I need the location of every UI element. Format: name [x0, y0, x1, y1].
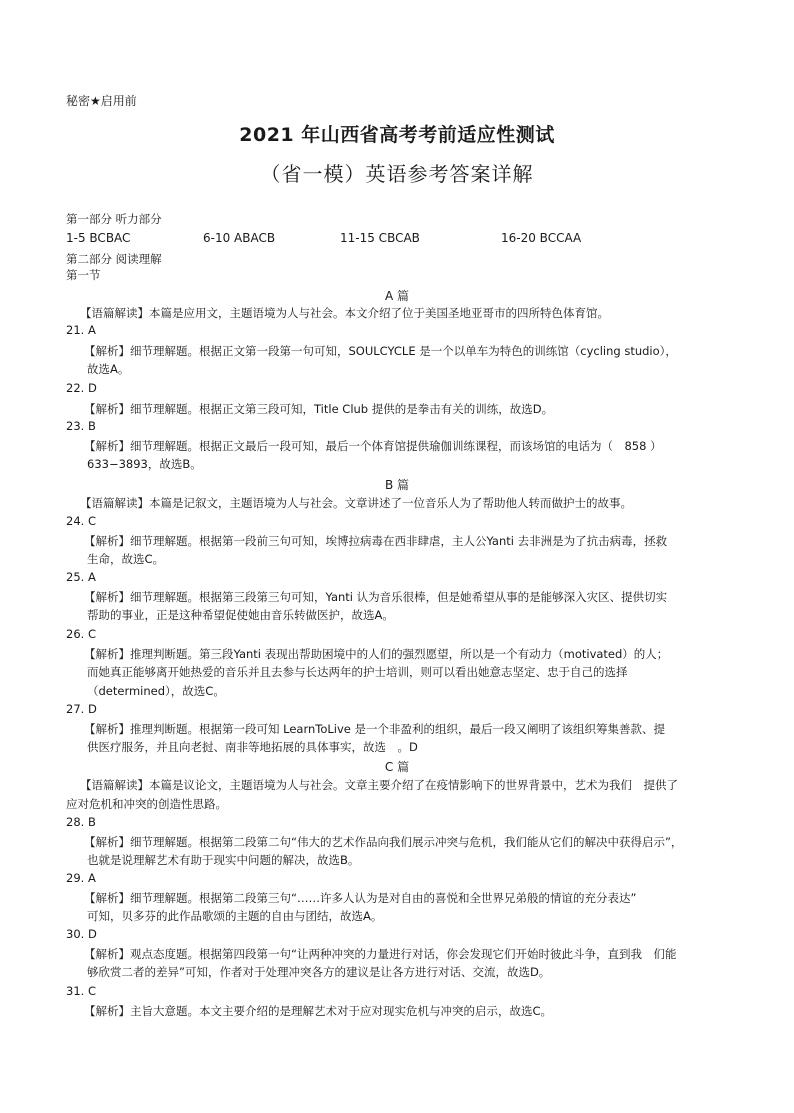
section-heading: 第一节 — [66, 268, 101, 282]
passage-a-intro: 【语篇解读】本篇是应用文，主题语境为人与社会。本文介绍了位于美国圣地亚哥市的四所特色体育馆。 — [80, 306, 609, 320]
question-number: 25. A — [66, 570, 96, 584]
passage-c-intro: 【语篇解读】本篇是议论文，主题语境为人与社会。文章主要介绍了在疫情影响下的世界背景中，艺术为我们 提供了 — [80, 778, 678, 792]
part1-heading: 第一部分 听力部分 — [66, 212, 162, 226]
explanation-line: 【解析】细节理解题。根据正文最后一段可知，最后一个体育馆提供瑜伽训练课程，而该场馆的电话为（ 858 ） — [84, 439, 662, 453]
question-number: 28. B — [66, 815, 96, 829]
explanation-line: 【解析】观点态度题。根据第四段第一句“让两种冲突的力量进行对话，你会发现它们开始时彼此斗争，直到我 们能 — [84, 947, 677, 961]
answer-group: 11-15 CBCAB — [340, 231, 420, 245]
explanation-line: （determined），故选C。 — [87, 684, 225, 698]
explanation-line: 也就是说理解艺术有助于现实中问题的解决，故选B。 — [87, 853, 360, 867]
explanation-line: 【解析】细节理解题。根据第三段第三句可知，Yanti 认为音乐很棒，但是她希望从事的是能够深入灾区、提供切实 — [84, 590, 668, 604]
explanation-line: 【解析】细节理解题。根据正文第三段可知，Title Club 提供的是拳击有关的训练，故选D。 — [84, 402, 554, 416]
explanation-line: 可知，贝多芬的此作品歌颂的主题的自由与团结，故选A。 — [87, 909, 383, 923]
passage-b-label: B 篇 — [384, 478, 410, 492]
explanation-line: 【解析】推理判断题。根据第一段可知 LearnToLive 是一个非盈利的组织，最后一段又阐明了该组织筹集善款、提 — [84, 722, 666, 736]
question-number: 29. A — [66, 871, 96, 885]
question-number: 27. D — [66, 702, 97, 716]
answer-group: 16-20 BCCAA — [501, 231, 582, 245]
explanation-line: 够欣赏二者的差异”可知，作者对于处理冲突各方的建议是让各方进行对话、交流，故选D。 — [87, 965, 551, 979]
question-number: 23. B — [66, 419, 96, 433]
explanation-line: 故选A。 — [87, 362, 130, 376]
document-subtitle: （省一模）英语参考答案详解 — [260, 162, 534, 186]
explanation-line: 而她真正能够离开她热爱的音乐并且去参与长达两年的护士培训，则可以看出她意志坚定、忠于自己的选择 — [87, 665, 628, 679]
passage-b-intro: 【语篇解读】本篇是记叙文，主题语境为人与社会。文章讲述了一位音乐人为了帮助他人转而做护士的故事。 — [80, 496, 632, 510]
passage-a-label: A 篇 — [384, 289, 410, 303]
explanation-line: 633−3893，故选B。 — [87, 457, 202, 471]
passage-c-intro: 应对危机和冲突的创造性思路。 — [66, 797, 227, 811]
answer-group: 6-10 ABACB — [203, 231, 276, 245]
question-number: 30. D — [66, 927, 97, 941]
part2-heading: 第二部分 阅读理解 — [66, 252, 162, 266]
document-title: 2021 年山西省高考考前适应性测试 — [239, 124, 555, 146]
explanation-line: 生命，故选C。 — [87, 552, 165, 566]
question-number: 24. C — [66, 514, 96, 528]
question-number: 21. A — [66, 323, 96, 337]
explanation-line: 【解析】细节理解题。根据第一段前三句可知，埃博拉病毒在西非肆虐，主人公Yanti 去非洲是为了抗击病毒，拯救 — [84, 534, 668, 548]
explanation-line: 【解析】主旨大意题。本文主要介绍的是理解艺术对于应对现实危机与冲突的启示，故选C。 — [84, 1004, 553, 1018]
explanation-line: 【解析】推理判断题。第三段Yanti 表现出帮助困境中的人们的强烈愿望，所以是一个有动力（motivated）的人； — [84, 647, 669, 661]
question-number: 22. D — [66, 381, 97, 395]
answer-group: 1-5 BCBAC — [66, 231, 131, 245]
secret-label: 秘密★启用前 — [66, 94, 137, 108]
question-number: 26. C — [66, 627, 96, 641]
explanation-line: 【解析】细节理解题。根据正文第一段第一句可知，SOULCYCLE 是一个以单车为特色的训练馆（cycling studio）， — [84, 344, 677, 358]
explanation-line: 【解析】细节理解题。根据第二段第二句“伟大的艺术作品向我们展示冲突与危机，我们能从它们的解决中获得启示”， — [84, 835, 683, 849]
explanation-line: 【解析】细节理解题。根据第二段第三句“……许多人认为是对自由的喜悦和全世界兄弟般的情谊的充分表达” — [84, 891, 637, 905]
passage-c-label: C 篇 — [384, 760, 410, 774]
explanation-line: 供医疗服务，并且向老挝、南非等地拓展的具体事实，故选 。D — [87, 740, 418, 754]
question-number: 31. C — [66, 984, 96, 998]
explanation-line: 帮助的事业，正是这种希望促使她由音乐转做医护，故选A。 — [87, 608, 394, 622]
